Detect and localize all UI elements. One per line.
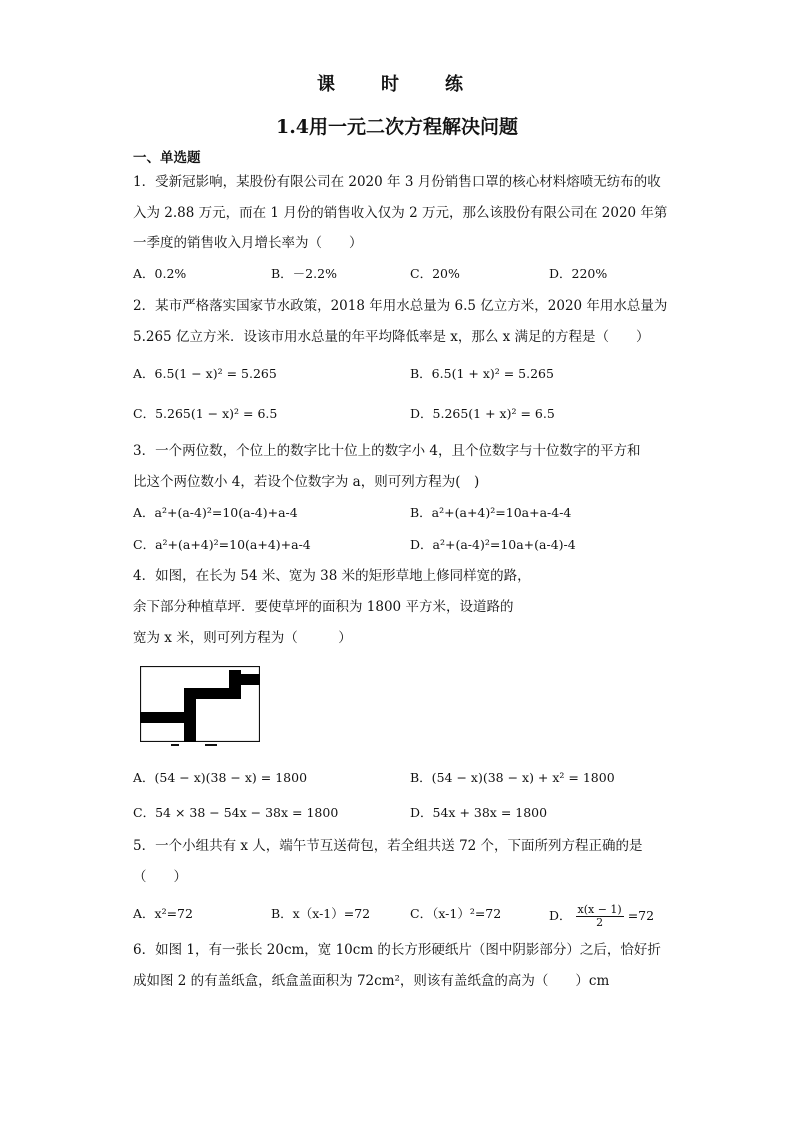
q1-line-1: 1．受新冠影响，某股份有限公司在 2020 年 3 月份销售口罩的核心材料熔喷无纺布的收: [133, 174, 661, 190]
q2-option-b[interactable]: B．6.5(1 + x)² = 5.265: [410, 366, 554, 381]
q6-line-1: 6．如图 1，有一张长 20cm，宽 10cm 的长方形硬纸片（图中阴影部分）之后，恰好折: [133, 942, 661, 958]
q5-line-2: （ ）: [133, 869, 187, 885]
lesson-subtitle: 1.4用一元二次方程解决问题: [275, 116, 519, 138]
q4-option-b[interactable]: B．(54 − x)(38 − x) + x² = 1800: [410, 770, 615, 785]
q4-line-2: 余下部分种植草坪．要使草坪的面积为 1800 平方米，设道路的: [133, 599, 514, 615]
q5-option-d[interactable]: [549, 904, 654, 929]
q2-option-a[interactable]: A．6.5(1 − x)² = 5.265: [133, 366, 277, 381]
q2-line-2: 5.265 亿立方米．设该市用水总量的年平均降低率是 x，那么 x 满足的方程是（ ）: [133, 329, 650, 345]
q3-option-a[interactable]: A．a²+(a-4)²=10(a-4)+a-4: [133, 505, 298, 520]
q1-option-a[interactable]: A．0.2%: [133, 266, 187, 281]
q1-line-2: 入为 2.88 万元，而在 1 月份的销售收入仅为 2 万元，那么该股份有限公司在 2020 年第: [133, 205, 668, 221]
q5-option-d-tail: =72: [627, 908, 655, 923]
q4-line-1: 4．如图，在长为 54 米、宽为 38 米的矩形草地上修同样宽的路，: [133, 568, 531, 584]
q5-option-d-label: D．: [549, 908, 572, 923]
road-diagram: [140, 666, 260, 742]
q4-option-a[interactable]: A．(54 − x)(38 − x) = 1800: [133, 770, 308, 785]
fraction-denominator: 2: [596, 916, 604, 929]
road-horizontal-lower: [140, 712, 188, 723]
q3-option-b[interactable]: B．a²+(a+4)²=10a+a-4-4: [410, 505, 572, 520]
road-horizontal-middle: [184, 688, 234, 699]
q3-option-d[interactable]: D．a²+(a-4)²=10a+(a-4)-4: [410, 537, 576, 552]
q5-option-b[interactable]: B．x（x-1）=72: [271, 906, 371, 921]
q5-option-c[interactable]: C．（x-1）²=72: [410, 906, 502, 921]
q5-line-1: 5．一个小组共有 x 人，端午节互送荷包，若全组共送 72 个，下面所列方程正确的是: [133, 838, 643, 854]
q4-option-c[interactable]: C．54 × 38 − 54x − 38x = 1800: [133, 805, 339, 820]
q3-line-1: 3．一个两位数，个位上的数字比十位上的数字小 4，且个位数字与十位数字的平方和: [133, 443, 641, 459]
q5-option-a[interactable]: A．x²=72: [133, 906, 193, 921]
page-title: 课 时 练: [317, 74, 477, 95]
q3-line-2: 比这个两位数小 4，若设个位数字为 a，则可列方程为( ): [133, 474, 480, 490]
q3-option-c[interactable]: C．a²+(a+4)²=10(a+4)+a-4: [133, 537, 311, 552]
q5-option-d-fraction: [576, 904, 624, 929]
q1-option-c[interactable]: C．20%: [410, 266, 460, 281]
road-vertical-lower: [184, 694, 196, 742]
fraction-numerator: x(x − 1): [577, 903, 622, 916]
q1-option-d[interactable]: D．220%: [549, 266, 608, 281]
section-heading: 一、单选题: [133, 150, 201, 166]
q4-line-3: 宽为 x 米，则可列方程为（ ）: [133, 630, 352, 646]
road-horizontal-upper: [229, 674, 260, 685]
fig-label-fragment-left: [171, 744, 179, 746]
q1-option-b[interactable]: B．－2.2%: [271, 266, 337, 281]
q2-line-1: 2．某市严格落实国家节水政策，2018 年用水总量为 6.5 亿立方米，2020 年用水总量为: [133, 298, 668, 314]
q6-line-2: 成如图 2 的有盖纸盒，纸盒盖面积为 72cm²，则该有盖纸盒的高为（ ）cm: [133, 973, 610, 989]
fig-label-fragment-right: [205, 744, 217, 746]
q1-line-3: 一季度的销售收入月增长率为（ ）: [133, 235, 363, 251]
q4-option-d[interactable]: D．54x + 38x = 1800: [410, 805, 548, 820]
q2-option-c[interactable]: C．5.265(1 − x)² = 6.5: [133, 406, 278, 421]
q2-option-d[interactable]: D．5.265(1 + x)² = 6.5: [410, 406, 555, 421]
